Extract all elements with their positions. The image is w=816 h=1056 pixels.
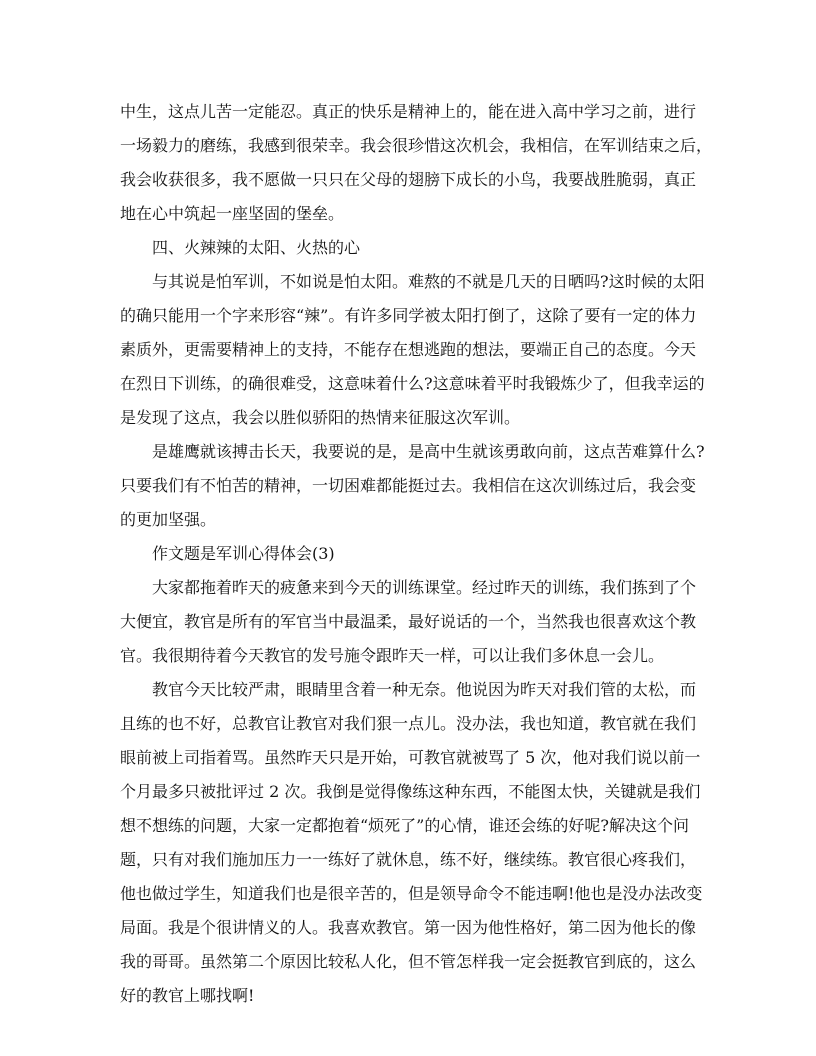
text-line: 题，只有对我们施加压力一一练好了就休息，练不好，继续练。教官很心疼我们， <box>120 850 697 869</box>
text-line: 与其说是怕军训，不如说是怕太阳。难熬的不就是几天的日晒吗?这时候的太阳 <box>152 272 705 291</box>
text-line: 中生，这点儿苦一定能忍。真正的快乐是精神上的，能在进入高中学习之前，进行 <box>120 102 697 121</box>
text-line: 四、火辣辣的太阳、火热的心 <box>152 238 361 257</box>
text-line: 地在心中筑起一座坚固的堡垒。 <box>120 204 345 223</box>
text-line: 大便宜，教官是所有的军官当中最温柔，最好说话的一个，当然我也很喜欢这个教 <box>120 612 697 631</box>
text-line: 在烈日下训练，的确很难受，这意味着什么?这意味着平时我锻炼少了，但我幸运的 <box>120 374 705 393</box>
text-line: 教官今天比较严肃，眼睛里含着一种无奈。他说因为昨天对我们管的太松，而 <box>152 680 697 699</box>
text-line: 是发现了这点，我会以胜似骄阳的热情来征服这次军训。 <box>120 408 521 427</box>
text-line: 我会收获很多，我不愿做一只只在父母的翅膀下成长的小鸟，我要战胜脆弱，真正 <box>120 170 697 189</box>
text-line: 素质外，更需要精神上的支持，不能存在想逃跑的想法，要端正自己的态度。今天 <box>120 340 697 359</box>
text-line: 我的哥哥。虽然第二个原因比较私人化，但不管怎样我一定会挺教官到底的，这么 <box>120 952 697 971</box>
document-body <box>120 95 713 1013</box>
text-line: 的更加坚强。 <box>120 510 217 529</box>
text-line: 个月最多只被批评过 2 次。我倒是觉得像练这种东西，不能图太快，关键就是我们 <box>120 782 701 801</box>
text-line: 大家都拖着昨天的疲惫来到今天的训练课堂。经过昨天的训练，我们拣到了个 <box>152 578 697 597</box>
text-line: 且练的也不好，总教官让教官对我们狠一点儿。没办法，我也知道，教官就在我们 <box>120 714 697 733</box>
text-line: 官。我很期待着今天教官的发号施令跟昨天一样，可以让我们多休息一会儿。 <box>120 646 665 665</box>
text-line: 一场毅力的磨练，我感到很荣幸。我会很珍惜这次机会，我相信，在军训结束之后， <box>120 136 713 155</box>
text-line: 是雄鹰就该搏击长天，我要说的是，是高中生就该勇敢向前，这点苦难算什么? <box>152 442 705 461</box>
text-line: 眼前被上司指着骂。虽然昨天只是开始，可教官就被骂了 5 次，他对我们说以前一 <box>120 748 701 767</box>
text-line: 想不想练的问题，大家一定都抱着“烦死了”的心情，谁还会练的好呢?解决这个问 <box>120 816 689 835</box>
text-line: 只要我们有不怕苦的精神，一切困难都能挺过去。我相信在这次训练过后，我会变 <box>120 476 697 495</box>
text-line: 的确只能用一个字来形容“辣”。有许多同学被太阳打倒了，这除了要有一定的体力 <box>120 306 697 325</box>
text-line: 好的教官上哪找啊! <box>120 986 255 1005</box>
text-line: 作文题是军训心得体会(3) <box>152 544 335 563</box>
text-line: 局面。我是个很讲情义的人。我喜欢教官。第一因为他性格好，第二因为他长的像 <box>120 918 697 937</box>
text-line: 他也做过学生，知道我们也是很辛苦的，但是领导命令不能违啊!他也是没办法改变 <box>120 884 703 903</box>
